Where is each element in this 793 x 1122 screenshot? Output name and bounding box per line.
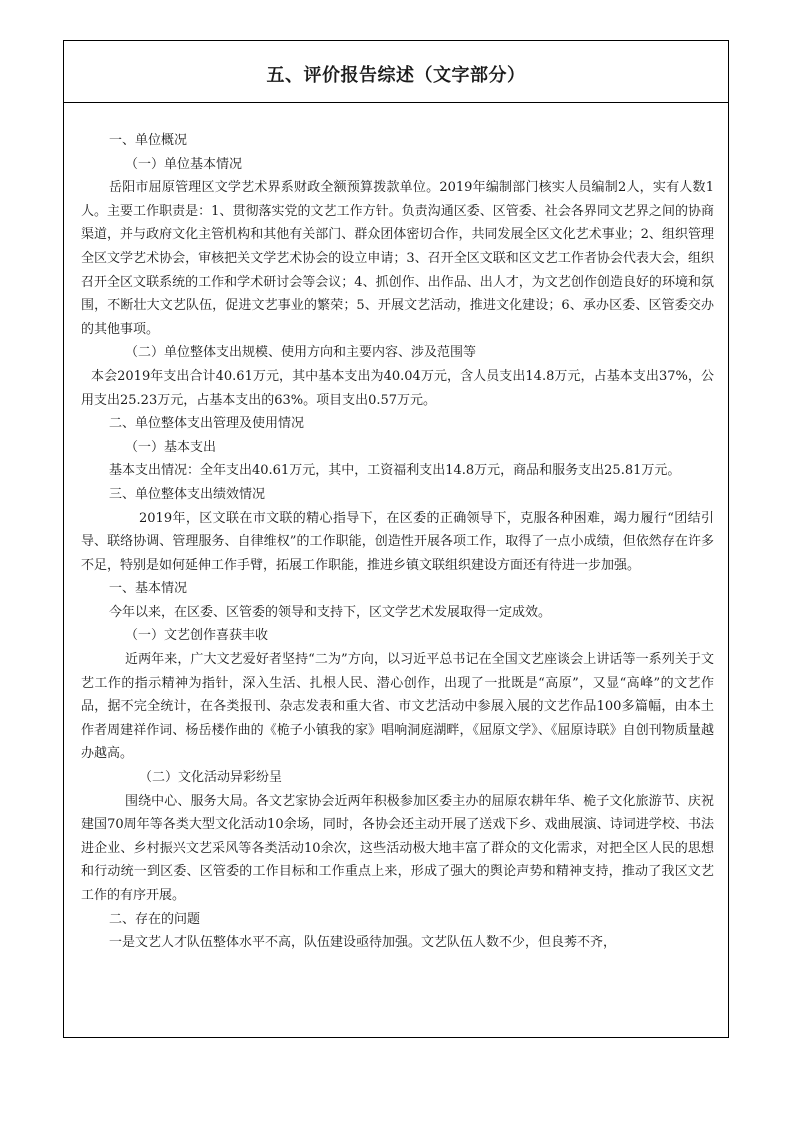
paragraph: 本会2019年支出合计40.61万元，其中基本支出为40.04万元，含人员支出14.8万元，占基本支出37%，公用支出25.23万元，占基本支出的63%。项目支出0.57万元。 [81, 368, 714, 408]
paragraph: 2019年，区文联在市文联的精心指导下，在区委的正确领导下，克服各种困难，竭力履行“团结引导、联络协调、管理服务、自律维权”的工作职能，创造性开展各项工作，取得了一点小成绩，但依然存在许多不足，特别是如何延伸工作手臂，拓展工作职能，推进乡镇文联组织建设方面还有待进一步加强。 [81, 510, 714, 573]
title-row [64, 41, 728, 103]
paragraph: 岳阳市屈原管理区文学艺术界系财政全额预算拨款单位。2019年编制部门核实人员编制2人，实有人数1人。主要工作职责是：1、贯彻落实党的文艺工作方针。负责沟通区委、区管委、社会各界同文艺界之间的协商渠道，并与政府文化主管机构和其他有关部门、群众团体密切合作，共同发展全区文化艺术事业；2、组织管理全区文学艺术协会，审核把关文学艺术协会的设立申请；3、召开全区文联和区文艺工作者协会代表大会，组织召开全区文联系统的工作和学术研讨会等会议；4、抓创作、出作品、出人才，为文艺创作创造良好的环境和氛围，不断壮大文艺队伍，促进文艺事业的繁荣；5、开展文艺活动，推进文化建设；6、承办区委、区管委交办的其他事项。 [81, 180, 714, 337]
paragraph: 二、单位整体支出管理及使用情况 [109, 416, 305, 432]
section-title: 五、评价报告综述（文字部分） [266, 65, 526, 86]
paragraph: 围绕中心、服务大局。各文艺家协会近两年积极参加区委主办的屈原农耕年华、桅子文化旅游节、庆祝建国70周年等各类大型文化活动10余场，同时，各协会还主动开展了送戏下乡、戏曲展演、诗词进学校、书法进企业、乡村振兴文艺采风等各类活动10余次，这些活动极大地丰富了群众的文化需求，对把全区人民的思想和行动统一到区委、区管委的工作目标和工作重点上来，形成了强大的舆论声势和精神支持，推动了我区文艺工作的有序开展。 [81, 793, 714, 903]
report-body [81, 129, 714, 955]
paragraph: （二）单位整体支出规模、使用方向和主要内容、涉及范围等 [125, 345, 477, 361]
paragraph: 今年以来，在区委、区管委的领导和支持下，区文学艺术发展取得一定成效。 [109, 604, 552, 620]
report-frame [63, 40, 729, 1038]
paragraph: （一）基本支出 [125, 439, 217, 455]
paragraph: 近两年来，广大文艺爱好者坚持“二为”方向，以习近平总书记在全国文艺座谈会上讲话等一系列关于文艺工作的指示精神为指针，深入生活、扎根人民、潜心创作，出现了一批既是“高原”，又显“高峰”的文艺作品，据不完全统计，在各类报刊、杂志发表和重大省、市文艺活动中参展入展的文艺作品100多篇幅，由本土作者周建祥作词、杨岳楼作曲的《桅子小镇我的家》唱响洞庭湖畔，《屈原文学》、《屈原诗联》自创刊物质量越办越高。 [81, 652, 714, 762]
paragraph: （二）文化活动异彩纷呈 [139, 770, 283, 786]
paragraph: 一是文艺人才队伍整体水平不高，队伍建设亟待加强。文艺队伍人数不少，但良莠不齐， [109, 935, 617, 951]
paragraph: （一）文艺创作喜获丰收 [125, 628, 269, 644]
paragraph: 一、单位概况 [109, 133, 188, 148]
paragraph: 基本支出情况：全年支出40.61万元，其中，工资福利支出14.8万元，商品和服务支出25.81万元。 [109, 463, 681, 479]
paragraph: 二、存在的问题 [109, 911, 201, 927]
paragraph: 三、单位整体支出绩效情况 [109, 486, 266, 502]
paragraph: （一）单位基本情况 [125, 156, 243, 172]
paragraph: 一、基本情况 [109, 581, 188, 597]
